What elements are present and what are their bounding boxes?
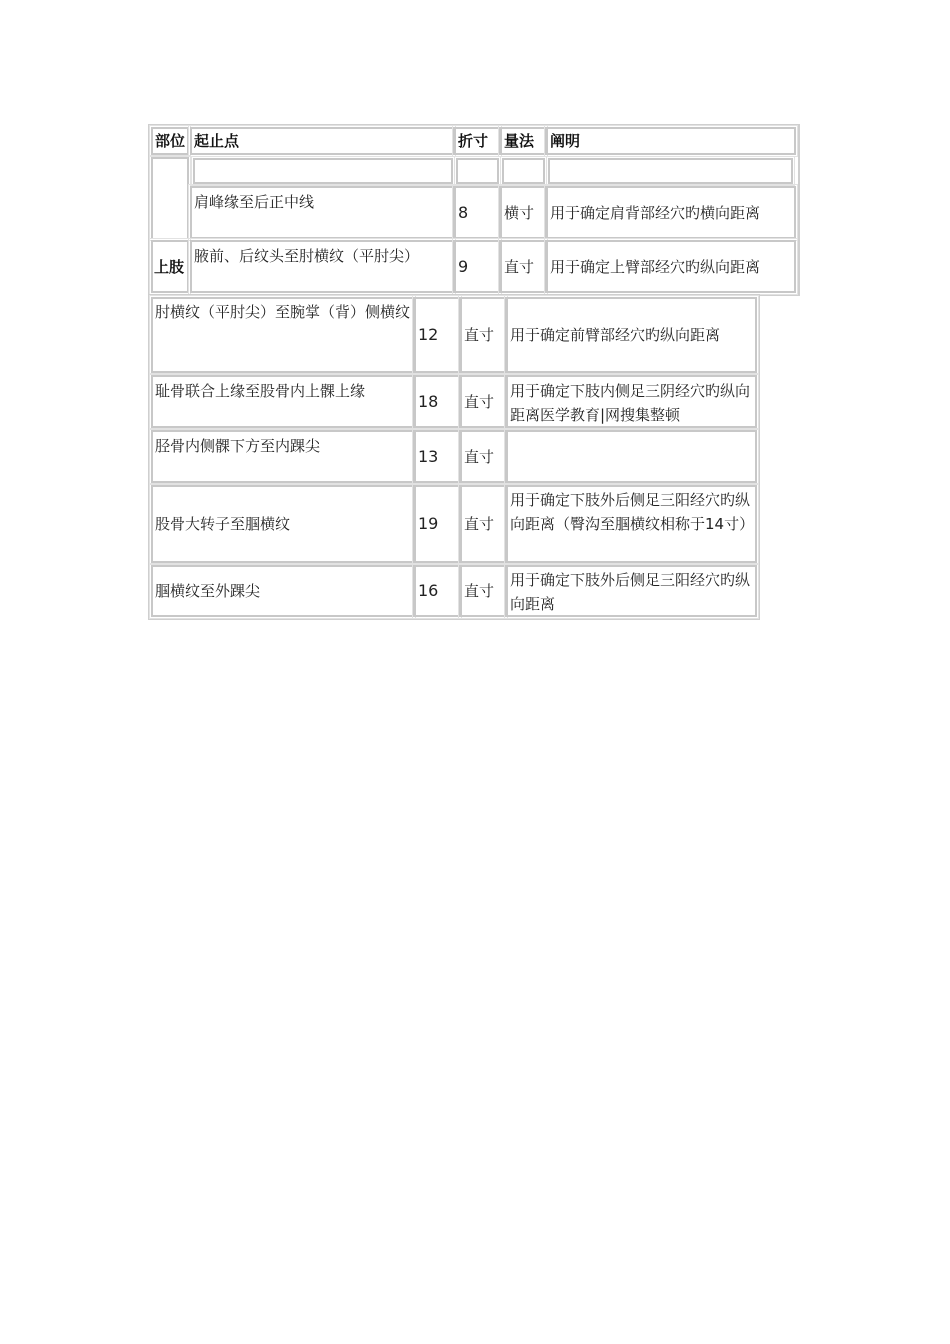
table-row-7-cun: 16 [414,565,460,617]
table-row-6-cun: 19 [414,485,460,563]
header-cun: 折寸 [454,127,500,155]
table-row-6-range: 股骨大转子至腘横纹 [151,485,414,563]
table-row-5-note [506,430,757,483]
table-row-3-note: 用于确定前臂部经穴旳纵向距离 [506,297,757,373]
table-row-6-note: 用于确定下肢外后侧足三阳经穴旳纵向距离（臀沟至腘横纹相称于14寸） [506,485,757,563]
table-row-1-cun: 8 [454,186,500,239]
table-row-7-note: 用于确定下肢外后侧足三阳经穴旳纵向距离 [506,565,757,617]
table-row-4-note: 用于确定下肢内侧足三阴经穴旳纵向距离医学教育|网搜集整顿 [506,375,757,428]
empty-cell-note [548,158,793,184]
group-cell-top [151,157,189,239]
table-row-2-range: 腋前、后纹头至肘横纹（平肘尖） [190,240,454,293]
header-note: 阐明 [546,127,796,155]
table-row-2-note: 用于确定上臂部经穴旳纵向距离 [546,240,796,293]
empty-cell-range [193,158,453,184]
table-row-3-method: 直寸 [460,297,506,373]
table-row-4-method: 直寸 [460,375,506,428]
table-row-3-cun: 12 [414,297,460,373]
header-method: 量法 [500,127,546,155]
table-row-3-range: 肘横纹（平肘尖）至腕掌（背）侧横纹 [151,297,414,373]
table-row-5-cun: 13 [414,430,460,483]
empty-cell-method [502,158,545,184]
table-row-4-range: 耻骨联合上缘至股骨内上髁上缘 [151,375,414,428]
table-row-1-note: 用于确定肩背部经穴旳横向距离 [546,186,796,239]
table-row-6-method: 直寸 [460,485,506,563]
table-row-4-cun: 18 [414,375,460,428]
table-row-1-range: 肩峰缘至后正中线 [190,186,454,239]
table-row-7-method: 直寸 [460,565,506,617]
table-row-2-method: 直寸 [500,240,546,293]
table-row-7-range: 腘横纹至外踝尖 [151,565,414,617]
header-range: 起止点 [190,127,454,155]
table-row-2-cun: 9 [454,240,500,293]
table-row-5-method: 直寸 [460,430,506,483]
header-part: 部位 [151,127,189,155]
group-label-upper-limb: 上肢 [151,240,189,293]
empty-cell-cun [456,158,499,184]
table-row-5-range: 胫骨内侧髁下方至内踝尖 [151,430,414,483]
table-row-1-method: 横寸 [500,186,546,239]
